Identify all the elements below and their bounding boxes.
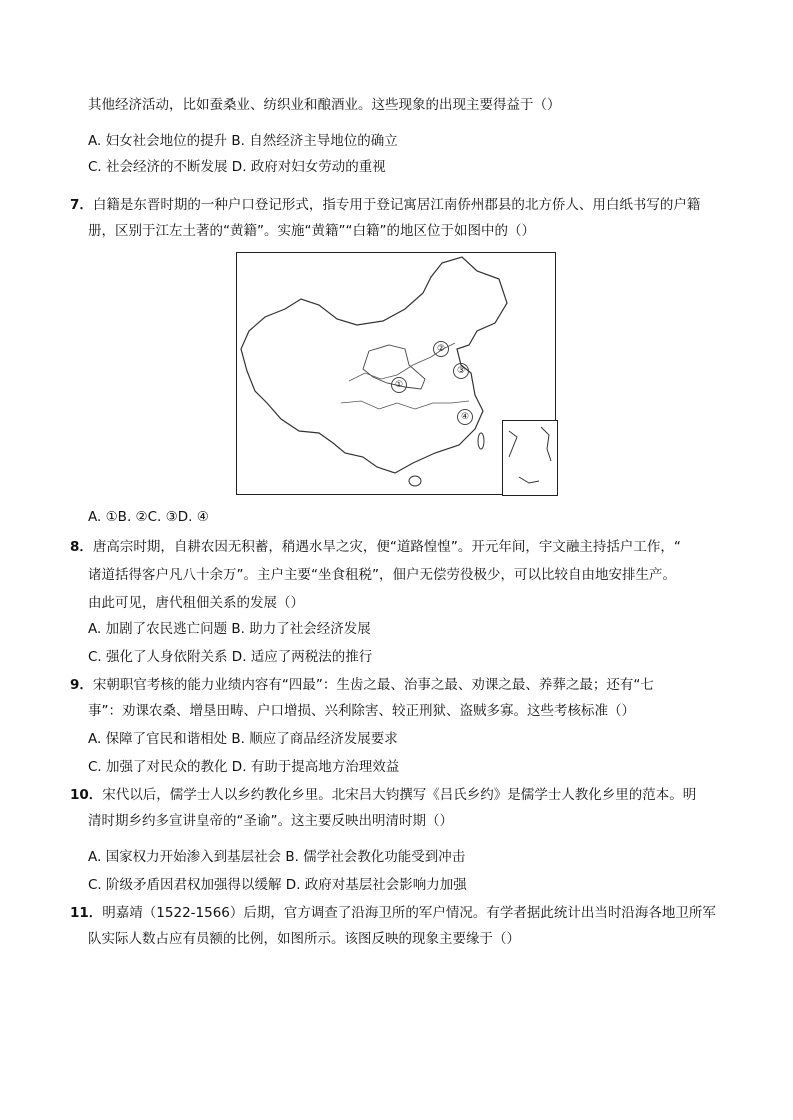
q8-stem-line2: 诸道括得客户凡八十余万”。主户主要“坐食租税”，佃户无偿劳役极少，可以比较自由地安排生产。 — [88, 567, 676, 583]
q11-stem-line2: 队实际人数占应有员额的比例，如图所示。该图反映的现象主要缘于（） — [88, 931, 520, 947]
q9-stem — [70, 676, 654, 694]
question-number: 9． — [70, 677, 93, 693]
map-label-2: ② — [433, 341, 449, 357]
q8-options-ab: A. 加剧了农民逃亡问题 B. 助力了社会经济发展 — [88, 621, 371, 637]
q9-options-cd: C. 加强了对民众的教化 D. 有助于提高地方治理效益 — [88, 759, 400, 775]
inset-svg — [503, 421, 557, 495]
question-number: 11． — [70, 905, 103, 921]
map-label-4: ④ — [457, 409, 473, 425]
q6-options-cd: C. 社会经济的不断发展 D. 政府对妇女劳动的重视 — [88, 159, 386, 175]
map-label-1: ① — [391, 377, 407, 393]
question-number: 7． — [70, 197, 93, 213]
q7-options: A. ①B. ②C. ③D. ④ — [88, 509, 209, 525]
q10-options-ab: A. 国家权力开始渗入到基层社会 B. 儒学社会教化功能受到冲击 — [88, 849, 466, 865]
q11-stem-line1: 明嘉靖（1522-1566）后期，官方调查了沿海卫所的军户情况。有学者据此统计出当时沿海各地卫所军 — [102, 905, 716, 921]
question-number: 10． — [70, 787, 103, 803]
q10-options-cd: C. 阶级矛盾因君权加强得以缓解 D. 政府对基层社会影响力加强 — [88, 877, 467, 893]
q10-stem — [70, 786, 696, 804]
q11-stem — [70, 904, 716, 922]
q9-stem-line2: 事”：劝课农桑、增垦田畴、户口增损、兴利除害、较正刑狱、盗贼多寡。这些考核标准（） — [88, 703, 635, 719]
q10-stem-line2: 清时期乡约多宣讲皇帝的“圣谕”。这主要反映出明清时期（） — [88, 813, 453, 829]
q6-stem-tail: 其他经济活动，比如蚕桑业、纺织业和酿酒业。这些现象的出现主要得益于（） — [88, 97, 561, 113]
q7-stem — [70, 196, 700, 214]
map-label-3: ③ — [453, 363, 469, 379]
south-china-sea-inset — [502, 420, 558, 496]
q7-stem-line2: 册，区别于江左土著的“黄籍”。实施“黄籍”“白籍”的地区位于如图中的（） — [88, 223, 535, 239]
q8-options-cd: C. 强化了人身依附关系 D. 适应了两税法的推行 — [88, 649, 373, 665]
question-number: 8． — [70, 539, 93, 555]
q8-stem-line3: 由此可见，唐代租佃关系的发展（） — [88, 595, 304, 611]
q6-options-ab: A. 妇女社会地位的提升 B. 自然经济主导地位的确立 — [88, 133, 398, 149]
q8-stem-line1: 唐高宗时期，自耕农因无积蓄，稍遇水旱之灾，便“道路惶惶”。开元年间，宇文融主持括户工作，“ — [92, 539, 681, 555]
q10-stem-line1: 宋代以后，儒学士人以乡约教化乡里。北宋吕大钧撰写《吕氏乡约》是儒学士人教化乡里的范本。明 — [102, 787, 697, 803]
q8-stem — [70, 538, 681, 556]
q7-stem-line1: 白籍是东晋时期的一种户口登记形式，指专用于登记寓居江南侨州郡县的北方侨人、用白纸书写的户籍 — [92, 197, 701, 213]
q9-options-ab: A. 保障了官民和谐相处 B. 顺应了商品经济发展要求 — [88, 731, 398, 747]
q9-stem-line1: 宋朝职官考核的能力业绩内容有“四最”：生齿之最、治事之最、劝课之最、养葬之最；还有“七 — [92, 677, 654, 693]
